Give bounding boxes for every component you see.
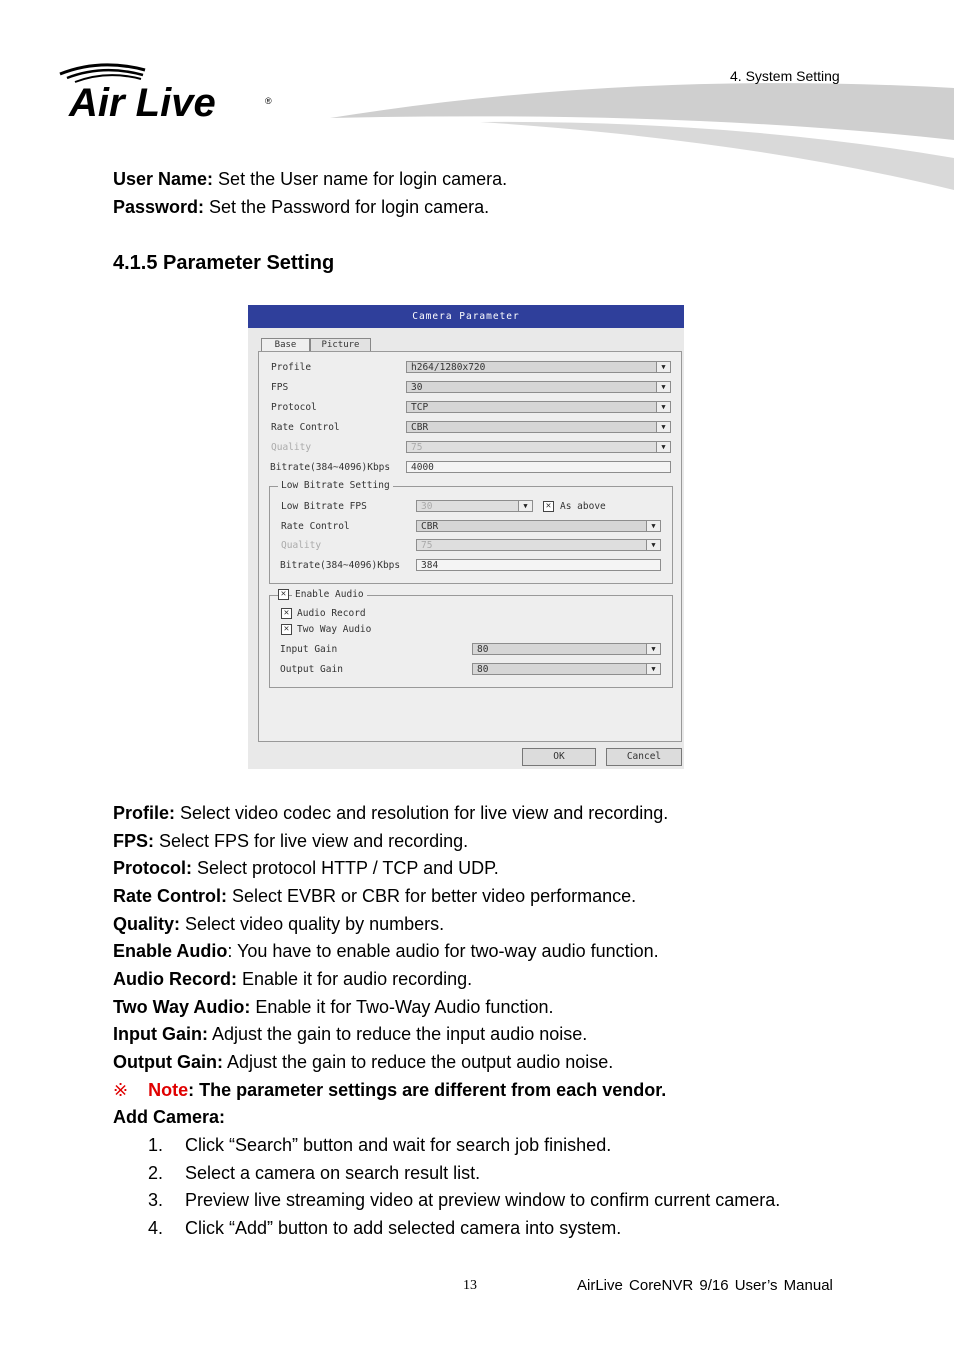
definition-item	[113, 996, 553, 1018]
step-num: 3.	[147, 1190, 163, 1210]
enable-audio-label: Enable Audio	[292, 589, 367, 600]
chevron-down-icon: ▼	[646, 521, 660, 531]
note-mark-icon: ※	[113, 1080, 129, 1100]
quality-label: Quality	[271, 442, 312, 453]
step-num: 1.	[147, 1135, 163, 1155]
desc: Enable it for Two-Way Audio function.	[250, 997, 554, 1017]
add-camera-title	[113, 1106, 225, 1128]
audio-record-label: Audio Record	[297, 608, 366, 619]
enable-audio-checkbox[interactable]: ✕	[278, 589, 289, 600]
term: User Name:	[113, 169, 214, 189]
chevron-down-icon: ▼	[518, 501, 532, 511]
step-text: Click “Add” button to add selected camera into system.	[185, 1218, 622, 1238]
step-num: 2.	[147, 1163, 163, 1183]
low-rate-control-label: Rate Control	[281, 521, 350, 532]
manual-title: AirLive CoreNVR 9/16 User’s Manual	[577, 1277, 833, 1294]
low-rate-control-select[interactable]	[416, 520, 661, 532]
desc: Set the Password for login camera.	[204, 197, 490, 217]
rate-control-value: CBR	[411, 422, 429, 433]
term: Profile:	[113, 803, 176, 823]
profile-value: h264/1280x720	[411, 362, 486, 373]
definition-item	[113, 1023, 587, 1045]
airlive-logo	[55, 58, 285, 120]
password-line	[113, 196, 489, 218]
section-header: 4. System Setting	[730, 68, 840, 84]
term: Output Gain:	[113, 1052, 223, 1072]
bitrate-label: Bitrate(384~4096)Kbps	[270, 462, 391, 473]
low-quality-value: 75	[421, 540, 433, 551]
input-gain-value: 80	[477, 644, 489, 655]
fps-value: 30	[411, 382, 423, 393]
term: Input Gain:	[113, 1024, 208, 1044]
chevron-down-icon: ▼	[656, 442, 670, 452]
dialog-title: Camera Parameter	[248, 305, 684, 328]
cancel-button[interactable]: Cancel	[606, 748, 682, 766]
term: FPS:	[113, 831, 155, 851]
term: Protocol:	[113, 858, 192, 878]
add-camera-title-text: Add Camera:	[113, 1107, 226, 1127]
desc: : You have to enable audio for two-way audio function.	[227, 941, 659, 961]
low-quality-label: Quality	[281, 540, 322, 551]
desc: Set the User name for login camera.	[213, 169, 508, 189]
definition-item	[113, 830, 468, 852]
bitrate-input[interactable]: 4000	[406, 461, 671, 473]
note-label: Note	[148, 1080, 189, 1100]
term: Password:	[113, 197, 205, 217]
input-gain-label: Input Gain	[280, 644, 338, 655]
chevron-down-icon: ▼	[656, 402, 670, 412]
low-rate-control-value: CBR	[421, 521, 439, 532]
audio-record-checkbox[interactable]: ✕	[281, 608, 292, 619]
rate-control-label: Rate Control	[271, 422, 340, 433]
chevron-down-icon: ▼	[656, 362, 670, 372]
low-bitrate-fps-label: Low Bitrate FPS	[281, 501, 367, 512]
definition-item	[113, 1051, 613, 1073]
definition-item	[113, 913, 444, 935]
term: Audio Record:	[113, 969, 237, 989]
term: Enable Audio	[113, 941, 228, 961]
step-num: 4.	[147, 1218, 163, 1238]
user-name-line	[113, 168, 507, 190]
chevron-down-icon: ▼	[656, 382, 670, 392]
definition-item	[113, 940, 659, 962]
two-way-audio-label: Two Way Audio	[297, 624, 372, 635]
profile-select[interactable]	[406, 361, 671, 373]
step-text: Select a camera on search result list.	[185, 1163, 481, 1183]
desc: Select video quality by numbers.	[180, 914, 445, 934]
protocol-label: Protocol	[271, 402, 317, 413]
fps-label: FPS	[271, 382, 289, 393]
term: Rate Control:	[113, 886, 227, 906]
camera-parameter-dialog	[248, 305, 684, 769]
output-gain-label: Output Gain	[280, 664, 343, 675]
low-bitrate-label: Bitrate(384~4096)Kbps	[280, 560, 401, 571]
profile-label: Profile	[271, 362, 312, 373]
rate-control-select[interactable]	[406, 421, 671, 433]
term: Quality:	[113, 914, 181, 934]
low-bitrate-title: Low Bitrate Setting	[278, 480, 393, 491]
tab-panel	[258, 351, 682, 742]
term: Two Way Audio:	[113, 997, 251, 1017]
desc: Enable it for audio recording.	[237, 969, 473, 989]
definition-item	[113, 857, 499, 879]
as-above-label: As above	[560, 501, 606, 512]
note-line	[113, 1079, 666, 1101]
page-number: 13	[463, 1278, 477, 1293]
desc: Adjust the gain to reduce the input audio noise.	[207, 1024, 588, 1044]
desc: Select EVBR or CBR for better video performance.	[227, 886, 637, 906]
definition-item	[113, 968, 472, 990]
definition-item	[113, 802, 668, 824]
tab-base[interactable]: Base	[261, 338, 310, 352]
chevron-down-icon: ▼	[646, 644, 660, 654]
low-bitrate-fps-select[interactable]	[416, 500, 533, 512]
chevron-down-icon: ▼	[646, 540, 660, 550]
ok-button[interactable]: OK	[522, 748, 596, 766]
fps-select[interactable]	[406, 381, 671, 393]
as-above-checkbox[interactable]: ✕	[543, 501, 554, 512]
two-way-audio-checkbox[interactable]: ✕	[281, 624, 292, 635]
logo-text: Air Live	[69, 81, 216, 120]
note-text: : The parameter settings are different from each vendor.	[188, 1080, 667, 1100]
quality-select[interactable]	[406, 441, 671, 453]
output-gain-select[interactable]	[472, 663, 661, 675]
tab-picture[interactable]: Picture	[310, 338, 371, 352]
audio-group	[269, 589, 673, 688]
input-gain-select[interactable]	[472, 643, 661, 655]
low-bitrate-fps-value: 30	[421, 501, 433, 512]
low-quality-select[interactable]	[416, 539, 661, 551]
chevron-down-icon: ▼	[656, 422, 670, 432]
svg-text:®: ®	[265, 96, 272, 106]
step-text: Click “Search” button and wait for search job finished.	[185, 1135, 612, 1155]
step-text: Preview live streaming video at preview window to confirm current camera.	[185, 1190, 781, 1210]
desc: Select protocol HTTP / TCP and UDP.	[192, 858, 499, 878]
low-bitrate-input[interactable]: 384	[416, 559, 661, 571]
chevron-down-icon: ▼	[646, 664, 660, 674]
section-heading: 4.1.5 Parameter Setting	[113, 252, 335, 274]
quality-value: 75	[411, 442, 423, 453]
output-gain-value: 80	[477, 664, 489, 675]
desc: Select FPS for live view and recording.	[154, 831, 469, 851]
protocol-select[interactable]	[406, 401, 671, 413]
desc: Adjust the gain to reduce the output audio noise.	[222, 1052, 614, 1072]
desc: Select video codec and resolution for live view and recording.	[175, 803, 669, 823]
definition-item	[113, 885, 636, 907]
low-bitrate-group	[269, 480, 673, 584]
protocol-value: TCP	[411, 402, 429, 413]
